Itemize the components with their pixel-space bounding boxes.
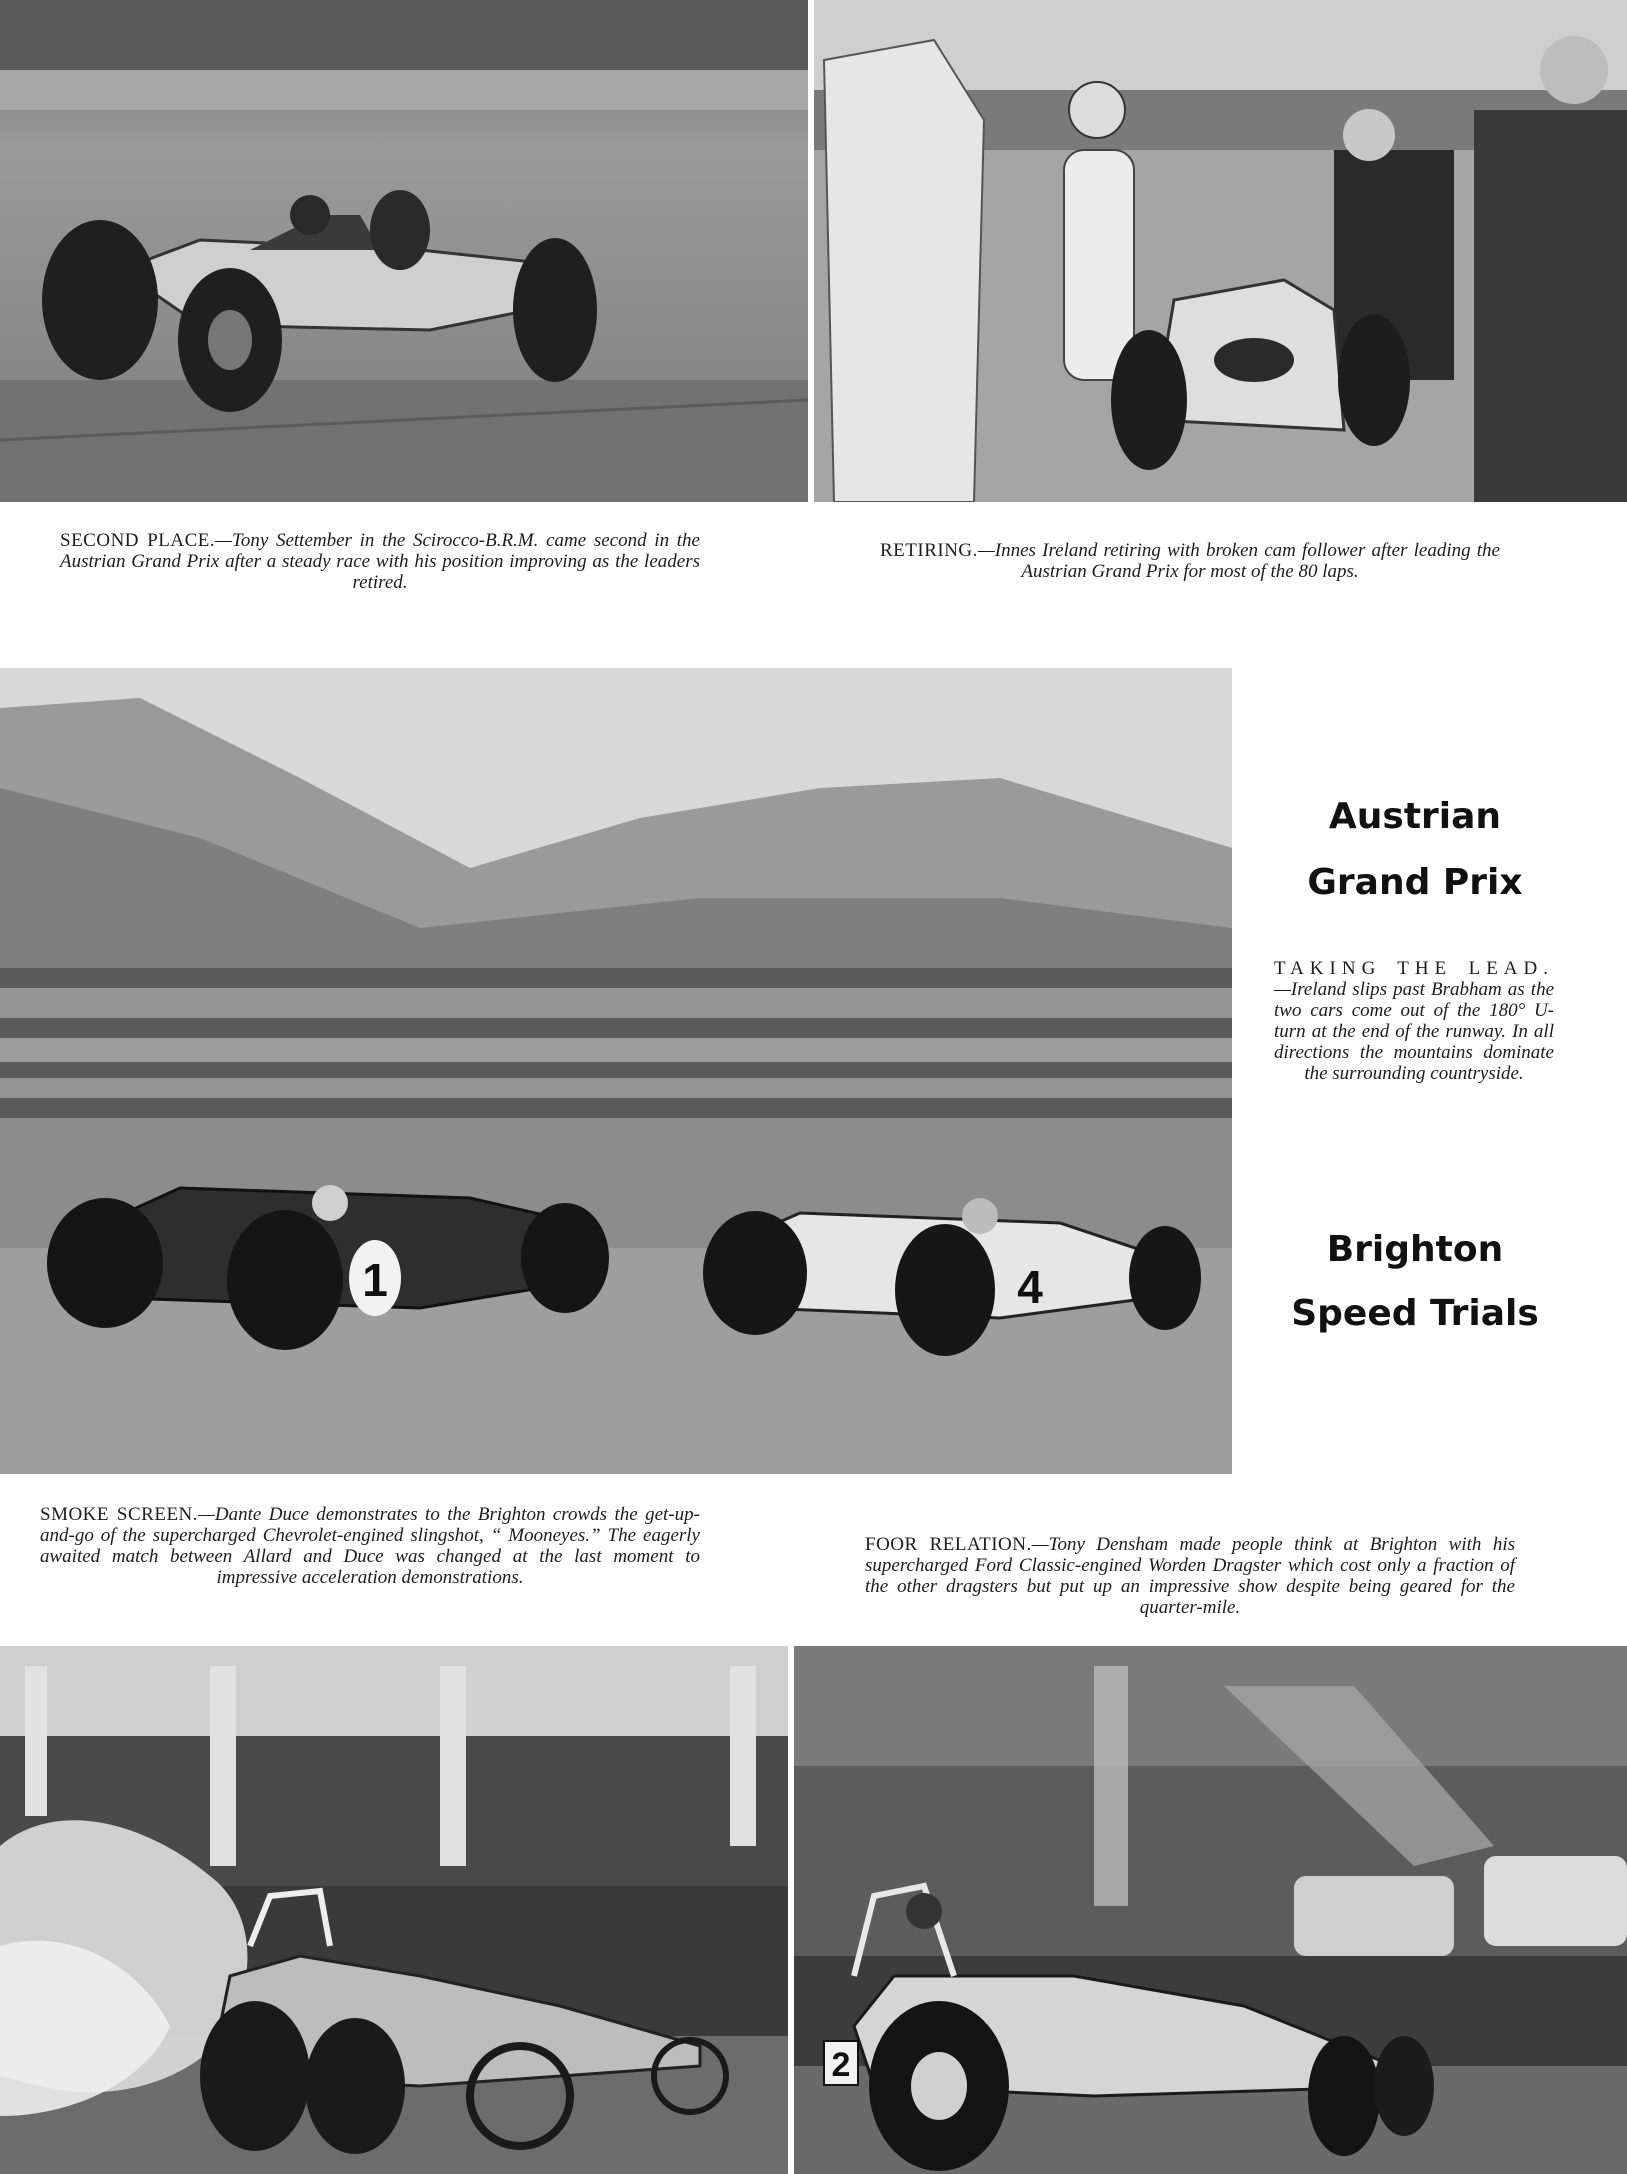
photo-foor-relation <box>794 1646 1627 2174</box>
caption-smoke-screen-text: —Dante Duce demonstrates to the Brighton crowds the get-up-and-go of the supercharged Chevrolet-engined slingshot, “ Mooneyes.” The eagerly awaited match between Allard and Duce was changed at the last moment to impressive acceleration demonstrations. <box>40 1504 700 1588</box>
photo-taking-the-lead-image <box>0 668 1232 1474</box>
caption-retiring-lead: RETIRING. <box>880 540 978 561</box>
photo-smoke-screen <box>0 1646 788 2174</box>
caption-foor-relation-text: —Tony Densham made people think at Brighton with his supercharged Ford Classic-engined Worden Dragster which cost only a fraction of the other dragsters but put up an impressive show despite being geared for the quarter-mile. <box>865 1534 1516 1618</box>
heading-brighton-speed-trials <box>1270 1228 1560 1336</box>
heading-austrian-grand-prix <box>1270 795 1560 905</box>
photo-retiring-image <box>814 0 1627 502</box>
caption-second-place-text: —Tony Settember in the Scirocco-B.R.M. came second in the Austrian Grand Prix after a steady race with his position improving as the leaders retired. <box>60 530 700 593</box>
car-number-one: 1 <box>362 1254 388 1306</box>
caption-second-place <box>60 530 700 593</box>
photo-second-place <box>0 0 808 502</box>
caption-retiring-text: —Innes Ireland retiring with broken cam follower after leading the Austrian Grand Prix for most of the 80 laps. <box>977 540 1500 582</box>
car-number-two: 2 <box>831 2046 851 2084</box>
photo-retiring <box>814 0 1627 502</box>
heading-austrian-line1: Austrian <box>1328 796 1502 837</box>
heading-brighton-line2: Speed Trials <box>1291 1293 1539 1334</box>
caption-taking-the-lead-lead: TAKING THE LEAD. <box>1274 958 1554 979</box>
caption-second-place-lead: SECOND PLACE. <box>60 530 216 551</box>
caption-smoke-screen <box>40 1504 700 1588</box>
caption-taking-the-lead <box>1274 958 1554 1084</box>
caption-foor-relation-lead: FOOR RELATION. <box>865 1534 1032 1555</box>
heading-brighton-line1: Brighton <box>1326 1229 1504 1270</box>
caption-smoke-screen-lead: SMOKE SCREEN. <box>40 1504 199 1525</box>
heading-austrian-line2: Grand Prix <box>1307 862 1523 903</box>
car-number-four: 4 <box>1017 1261 1043 1313</box>
caption-retiring <box>880 540 1500 582</box>
photo-smoke-screen-image <box>0 1646 788 2174</box>
photo-taking-the-lead <box>0 668 1232 1474</box>
caption-foor-relation <box>865 1534 1515 1618</box>
photo-second-place-image <box>0 0 808 502</box>
photo-foor-relation-image <box>794 1646 1627 2174</box>
caption-taking-the-lead-text: —Ireland slips past Brabham as the two cars come out of the 180° U-turn at the end of the runway. In all directions the mountains dominate the surrounding countryside. <box>1274 979 1554 1084</box>
